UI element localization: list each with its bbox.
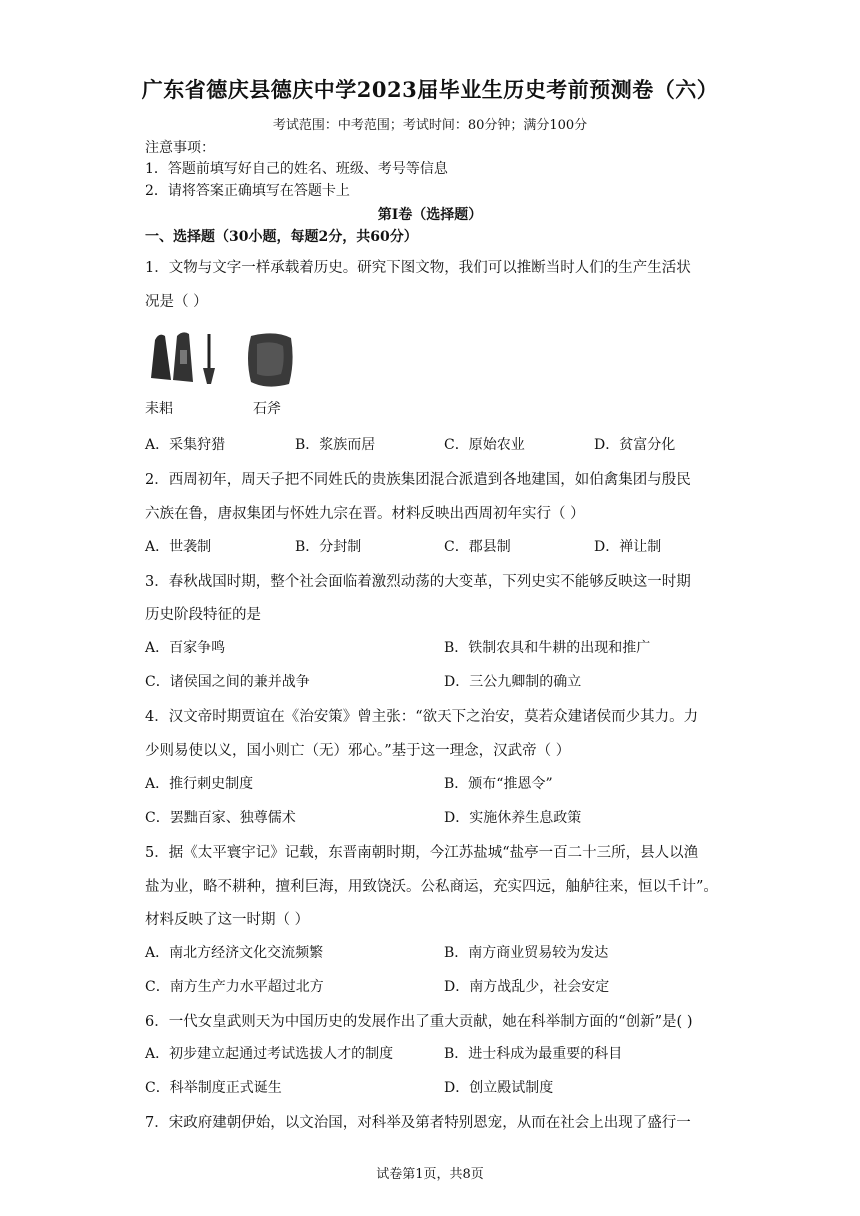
exam-info: 考试范围：中考范围；考试时间：80分钟；满分100分	[272, 118, 588, 133]
option-a: A．世袭制	[145, 539, 212, 555]
page-footer: 试卷第1页，共8页	[376, 1167, 484, 1182]
question-2-line-2: 六族在鲁，唐叔集团与怀姓九宗在晋。材料反映出西周初年实行（ ）	[145, 506, 585, 522]
option-c: C．郡县制	[444, 539, 511, 555]
artifact-image	[145, 328, 305, 388]
option-c: C．罢黜百家、独尊儒术	[145, 810, 296, 826]
notes-item: 2．请将答案正确填写在答题卡上	[145, 183, 350, 199]
question-1-line-2: 况是（ ）	[145, 294, 208, 310]
option-c: C．科举制度正式诞生	[145, 1080, 282, 1096]
option-d: D．南方战乱少，社会安定	[444, 979, 610, 995]
option-d: D．禅让制	[594, 539, 662, 555]
option-b: B．浆族而居	[295, 437, 376, 453]
option-d: D．贫富分化	[594, 437, 676, 453]
option-d: D．创立殿试制度	[444, 1080, 554, 1096]
section-heading: 一、选择题（30小题，每题2分，共60分）	[145, 229, 418, 245]
artifact-figure	[145, 328, 305, 428]
notes-item: 1．答题前填写好自己的姓名、班级、考号等信息	[145, 161, 448, 177]
option-b: B．颁布“推恩令”	[444, 776, 553, 792]
option-b: B．进士科成为最重要的科目	[444, 1046, 623, 1062]
question-4-line-1: 4．汉文帝时期贾谊在《治安策》曾主张：“欲天下之治安，莫若众建诸侯而少其力。力	[145, 709, 699, 725]
option-a: A．南北方经济文化交流频繁	[145, 945, 324, 961]
part-title: 第I卷（选择题）	[377, 207, 483, 223]
question-2-line-1: 2．西周初年，周天子把不同姓氏的贵族集团混合派遣到各地建国，如伯禽集团与殷民	[145, 472, 691, 488]
question-7-line-1: 7．宋政府建朝伊始，以文治国，对科举及第者特别恩宠，从而在社会上出现了盛行一	[145, 1115, 691, 1131]
option-b: B．铁制农具和牛耕的出现和推广	[444, 640, 651, 656]
exam-title: 广东省德庆县德庆中学2023届毕业生历史考前预测卷（六）	[141, 77, 719, 102]
option-b: B．分封制	[295, 539, 362, 555]
question-3-line-1: 3．春秋战国时期，整个社会面临着激烈动荡的大变革，下列史实不能够反映这一时期	[145, 574, 691, 590]
option-c: C．原始农业	[444, 437, 525, 453]
question-5-line-3: 材料反映了这一时期（ ）	[145, 912, 310, 928]
option-c: C．南方生产力水平超过北方	[145, 979, 324, 995]
option-a: A．采集狩猎	[145, 437, 226, 453]
figure-label-stone-axe: 石斧	[253, 401, 281, 417]
option-a: A．推行刺史制度	[145, 776, 254, 792]
option-b: B．南方商业贸易较为发达	[444, 945, 609, 961]
figure-label-leisi: 耒耜	[145, 401, 173, 417]
option-a: A．初步建立起通过考试选拔人才的制度	[145, 1046, 394, 1062]
option-a: A．百家争鸣	[145, 640, 226, 656]
option-c: C．诸侯国之间的兼并战争	[145, 674, 310, 690]
question-5-line-1: 5．据《太平寰宇记》记载，东晋南朝时期，今江苏盐城“盐亭一百二十三所，县人以渔	[145, 845, 699, 861]
question-4-line-2: 少则易使以义，国小则亡（无）邪心。”基于这一理念，汉武帝（ ）	[145, 743, 571, 759]
option-d: D．实施休养生息政策	[444, 810, 582, 826]
question-1-line-1: 1．文物与文字一样承载着历史。研究下图文物，我们可以推断当时人们的生产生活状	[145, 260, 691, 276]
question-3-line-2: 历史阶段特征的是	[145, 607, 261, 623]
notes-heading: 注意事项：	[145, 140, 215, 156]
option-d: D．三公九卿制的确立	[444, 674, 582, 690]
question-6-line-1: 6．一代女皇武则天为中国历史的发展作出了重大贡献，她在科举制方面的“创新”是( )	[145, 1014, 693, 1030]
question-5-line-2: 盐为业，略不耕种，擅利巨海，用致饶沃。公私商运，充实四远，舳舻往来，恒以千计”。	[145, 879, 718, 895]
